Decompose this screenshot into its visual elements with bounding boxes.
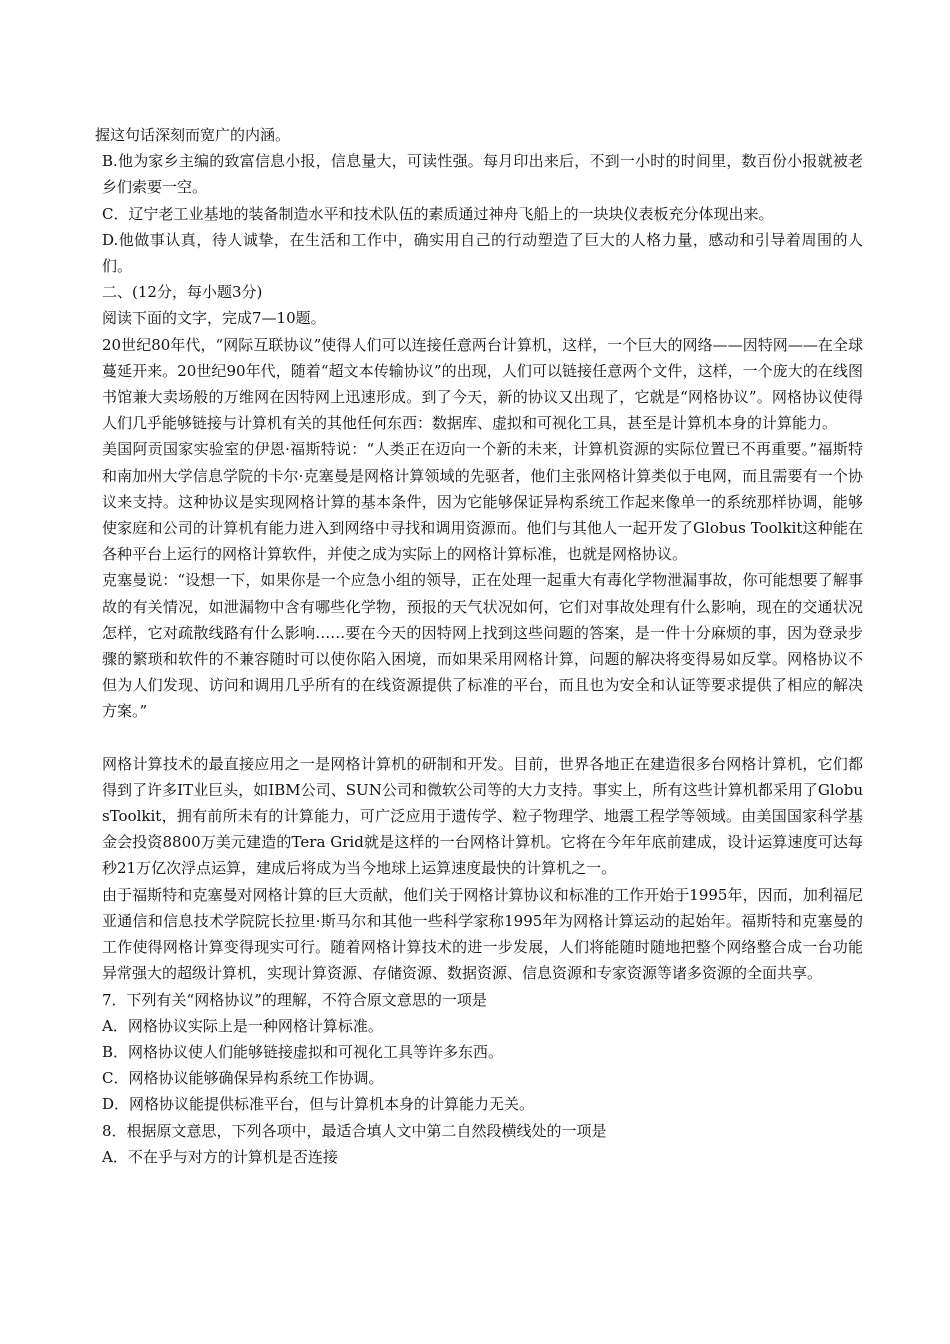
option-c-paragraph: C．辽宁老工业基地的装备制造水平和技术队伍的素质通过神舟飞船上的一块块仪表板充分体现出来。 [102, 204, 774, 223]
option-d-paragraph: D.他做事认真，待人诚挚，在生活和工作中，确实用自己的行动塑造了巨大的人格力量，感动和引导着周围的人们。 [102, 230, 863, 276]
passage-paragraph-2: 美国阿贡国家实验室的伊恩·福斯特说：“人类正在迈向一个新的未来，计算机资源的实际位置已不再重要。”福斯特和南加州大学信息学院的卡尔·克塞曼是网格计算领域的先驱者，他们主张网格计算类似于电网，而且需要有一个协议来支持。这种协议是实现网格计算的基本条件，因为它能够保证异构系统工作起来像单一的系统那样协调，能够使家庭和公司的计算机有能力进入到网络中寻找和调用资源而。他们与其他人一起开发了Globus Toolkit这种能在各种平台上运行的网格计算软件，并使之成为实际上的网格计算标准，也就是网格协议。 [102, 440, 863, 564]
paragraph-gap [95, 725, 863, 751]
question-7-option-a: A．网格协议实际上是一种网格计算标准。 [102, 1016, 383, 1035]
question-7-option-c: C．网格协议能够确保异构系统工作协调。 [102, 1069, 384, 1088]
option-b-paragraph: B.他为家乡主编的致富信息小报，信息量大，可读性强。每月印出来后，不到一小时的时间里，数百份小报就被老乡们索要一空。 [102, 152, 863, 197]
question-8: 8．根据原文意思，下列各项中，最适合填人文中第二自然段横线处的一项是 [102, 1121, 607, 1140]
question-7-option-d: D．网格协议能提供标准平台，但与计算机本身的计算能力无关。 [102, 1095, 535, 1114]
paragraph-continuation: 握这句话深刻而宽广的内涵。 [95, 126, 291, 144]
passage-paragraph-1: 20世纪80年代，“网际互联协议”使得人们可以连接任意两台计算机，这样，一个巨大的网络——因特网——在全球蔓延开来。20世纪90年代，随着“超文本传输协议”的出现，人们可以链接任意两个文件，这样，一个庞大的在线图书馆兼大卖场般的万维网在因特网上迅速形成。到了今天，新的协议又出现了，它就是“网格协议”。网格协议使得人们几乎能够链接与计算机有关的其他任何东西：数据库、虚拟和可视化工具，甚至是计算机本身的计算能力。 [102, 335, 863, 433]
reading-instruction: 阅读下面的文字，完成7—10题。 [102, 309, 326, 328]
passage-paragraph-4: 网格计算技术的最直接应用之一是网格计算机的研制和开发。目前，世界各地正在建造很多台网格计算机，它们都得到了许多IT业巨头，如IBM公司、SUN公司和微软公司等的大力支持。事实上，所有这些计算机都采用了GlobusToolkit，拥有前所未有的计算能力，可广泛应用于遗传学、粒子物理学、地震工程学等领域。由美国国家科学基金会投资8800万美元建造的Tera Grid就是这样的一台网格计算机。它将在今年年底前建成，设计运算速度可达每秒21万亿次浮点运算，建成后将成为当今地球上运算速度最快的计算机之一。 [102, 754, 863, 878]
section-heading: 二、(12分，每小题3分) [102, 283, 263, 302]
passage-paragraph-5: 由于福斯特和克塞曼对网格计算的巨大贡献，他们关于网格计算协议和标准的工作开始于1995年，因而，加利福尼亚通信和信息技术学院院长拉里·斯马尔和其他一些科学家称1995年为网格计算运动的起始年。福斯特和克塞曼的工作使得网格计算变得现实可行。随着网格计算技术的进一步发展，人们将能随时随地把整个网络整合成一台功能异常强大的超级计算机，实现计算资源、存储资源、数据资源、信息资源和专家资源等诸多资源的全面共享。 [102, 885, 863, 983]
question-7: 7．下列有关“网格协议”的理解，不符合原文意思的一项是 [102, 990, 487, 1009]
question-7-option-b: B．网格协议使人们能够链接虚拟和可视化工具等许多东西。 [102, 1042, 504, 1061]
question-8-option-a: A．不在乎与对方的计算机是否连接 [102, 1147, 338, 1166]
passage-paragraph-3: 克塞曼说：“设想一下，如果你是一个应急小组的领导，正在处理一起重大有毒化学物泄漏事故，你可能想要了解事故的有关情况，如泄漏物中含有哪些化学物，预报的天气状况如何，它们对事故处理有什么影响，现在的交通状况怎样，它对疏散线路有什么影响……要在今天的因特网上找到这些问题的答案，是一件十分麻烦的事，因为登录步骤的繁琐和软件的不兼容随时可以使你陷入困境，而如果采用网格计算，问题的解决将变得易如反掌。网格协议不但为人们发现、访问和调用几乎所有的在线资源提供了标准的平台，而且也为安全和认证等要求提供了相应的解决方案。” [102, 571, 863, 721]
document-page [95, 122, 863, 1170]
